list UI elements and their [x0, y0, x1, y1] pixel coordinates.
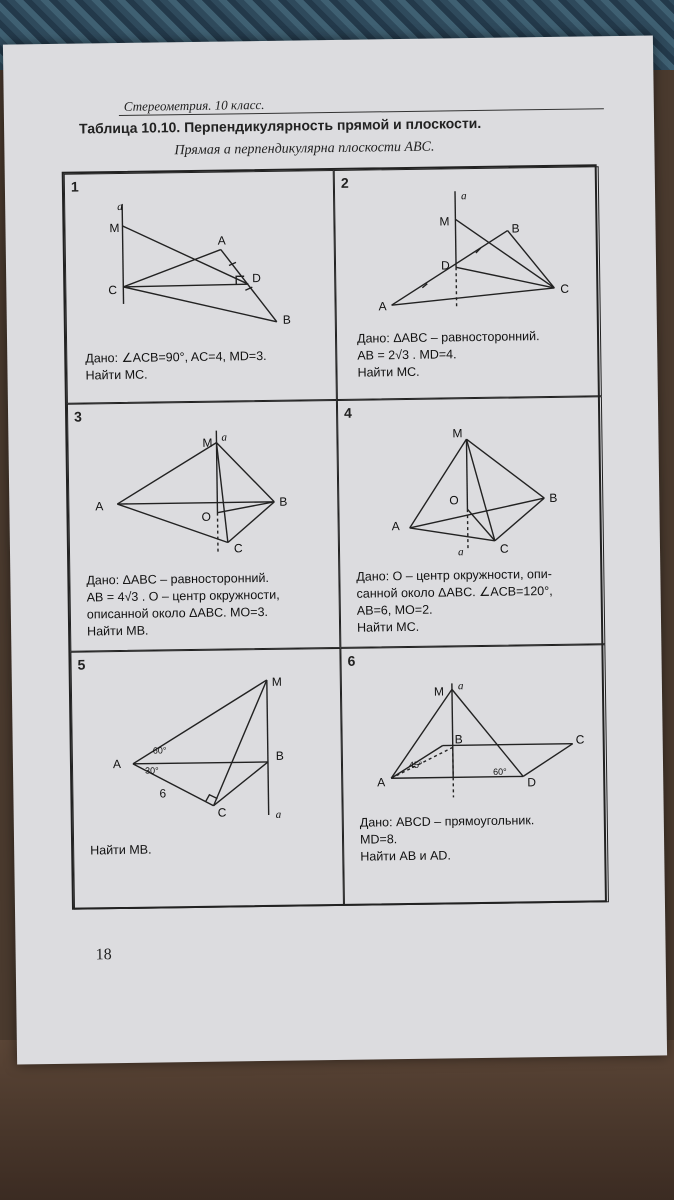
problem-cell-4: [337, 396, 605, 648]
label-C: C: [499, 541, 509, 556]
problem-condition: [86, 570, 280, 641]
problem-number: 3: [74, 408, 83, 425]
label-O: O: [201, 509, 211, 524]
condition-line: AB = 2√3 . MD=4.: [357, 347, 457, 363]
problem-cell-5: [70, 648, 344, 910]
label-M: M: [452, 426, 463, 441]
label-C: C: [575, 732, 585, 747]
label-B: B: [511, 221, 520, 236]
figure-segment: [456, 267, 457, 309]
condition-line: санной около ΔABC. ∠ACB=120°,: [356, 583, 553, 601]
problem-cell-2: [334, 166, 602, 400]
problem-number: 1: [70, 178, 79, 195]
table-title: Таблица 10.10. Перпендикулярность прямой и плоскости.: [78, 114, 482, 137]
condition-line: Найти MC.: [356, 619, 420, 635]
label-A: A: [112, 757, 122, 772]
figure-segment: [123, 250, 221, 287]
figure-segment: [227, 502, 275, 543]
figure-segment: [453, 747, 454, 797]
label-B: B: [454, 732, 463, 747]
condition-line: Найти MB.: [87, 623, 149, 639]
label-B: B: [549, 490, 558, 506]
label-M: M: [271, 674, 282, 689]
condition-line: Дано: ∠ACB=90°, AC=4, MD=3.: [85, 348, 267, 366]
label-M: M: [202, 435, 213, 450]
label-six: 6: [159, 786, 167, 801]
condition-line: AB = 4√3 . O – центр окружности,: [86, 587, 280, 605]
figure-segment: [466, 439, 494, 541]
label-M: M: [109, 220, 120, 236]
condition-line: Найти MC.: [85, 367, 148, 383]
figure-segment: [267, 680, 269, 815]
condition-line: Дано: O – центр окружности, опи-: [356, 566, 552, 584]
label-A: A: [391, 519, 400, 534]
label-A: A: [95, 499, 104, 514]
problem-condition: [356, 566, 553, 637]
label-M: M: [439, 214, 450, 229]
figure-segment: [217, 502, 274, 513]
problem-condition: [357, 328, 540, 382]
problem-number: 6: [347, 652, 356, 669]
label-D: D: [440, 258, 450, 273]
label-angle-60: 60°: [493, 766, 507, 777]
page-number: 18: [95, 946, 112, 964]
figure-segment: [523, 744, 573, 777]
problem-cell-3: [67, 400, 340, 652]
label-A: A: [377, 775, 386, 790]
condition-line: Найти AB и AD.: [360, 848, 451, 864]
figure-segment: [455, 191, 456, 267]
figure-segment: [466, 439, 467, 509]
figure-segment: [452, 683, 453, 777]
label-C: C: [233, 541, 243, 556]
label-M: M: [433, 684, 445, 699]
course-title: Стереометрия. 10 класс.: [123, 96, 265, 114]
problem-condition: [90, 842, 152, 860]
condition-line: Найти MC.: [357, 364, 420, 380]
figure-segment: [452, 688, 523, 777]
figure-5: [71, 649, 345, 911]
label-A: A: [378, 299, 387, 314]
label-angle-30: 30°: [144, 765, 159, 776]
label-angle-60: 60°: [152, 745, 167, 756]
figure-segment: [455, 218, 554, 289]
problem-grid: [62, 164, 607, 909]
label-C: C: [108, 283, 118, 298]
figure-segment: [409, 498, 544, 528]
figure-6: [341, 645, 610, 907]
figure-segment: [391, 288, 554, 305]
figure-segment: [410, 527, 495, 542]
figure-segment: [116, 443, 217, 504]
condition-line: Дано: ΔABC – равносторонний.: [356, 329, 540, 346]
label-C: C: [560, 281, 570, 296]
label-B: B: [279, 494, 288, 509]
condition-line: Найти MB.: [90, 842, 152, 858]
label-D: D: [252, 271, 261, 286]
problem-number: 5: [77, 656, 86, 673]
worksheet-page: [3, 36, 667, 1065]
condition-line: AB=6, MO=2.: [356, 602, 433, 618]
condition-line: Дано: ABCD – прямоугольник.: [359, 813, 535, 830]
problem-number: 2: [340, 174, 349, 191]
problem-cell-1: [64, 170, 337, 404]
figure-segment: [133, 762, 268, 764]
figure-segment: [122, 224, 248, 286]
table-subtitle: Прямая а перпендикулярна плоскости ABC.: [174, 139, 435, 159]
background-table: [0, 1040, 674, 1200]
label-C: C: [217, 805, 227, 820]
figure-segment: [466, 438, 544, 499]
problem-condition: [360, 812, 535, 865]
condition-line: описанной около ΔABC. MO=3.: [86, 604, 269, 622]
condition-line: Дано: ΔABC – равносторонний.: [86, 570, 269, 588]
label-a: a: [457, 546, 464, 559]
figure-segment: [212, 680, 269, 806]
label-A: A: [217, 233, 226, 248]
label-a: a: [457, 680, 464, 693]
condition-line: MD=8.: [359, 832, 398, 847]
figure-segment: [117, 502, 274, 504]
label-a: a: [460, 190, 467, 203]
problem-number: 4: [343, 404, 352, 421]
figure-segment: [408, 439, 467, 528]
problem-condition: [85, 348, 267, 385]
label-D: D: [527, 775, 537, 790]
label-O: O: [449, 493, 459, 508]
label-a: a: [117, 200, 123, 214]
figure-segment: [216, 442, 274, 503]
label-B: B: [282, 312, 291, 327]
label-angle-45: 45°: [408, 759, 423, 770]
figure-segment: [123, 284, 248, 287]
figure-segment: [123, 285, 277, 324]
figure-segment: [217, 513, 218, 553]
figure-segment: [213, 762, 269, 806]
figure-segment: [122, 204, 123, 304]
label-B: B: [275, 748, 284, 763]
label-a: a: [275, 808, 282, 821]
label-a: a: [221, 431, 228, 444]
problem-cell-6: [340, 644, 609, 906]
figure-segment: [494, 498, 545, 541]
figure-segment: [117, 502, 228, 544]
